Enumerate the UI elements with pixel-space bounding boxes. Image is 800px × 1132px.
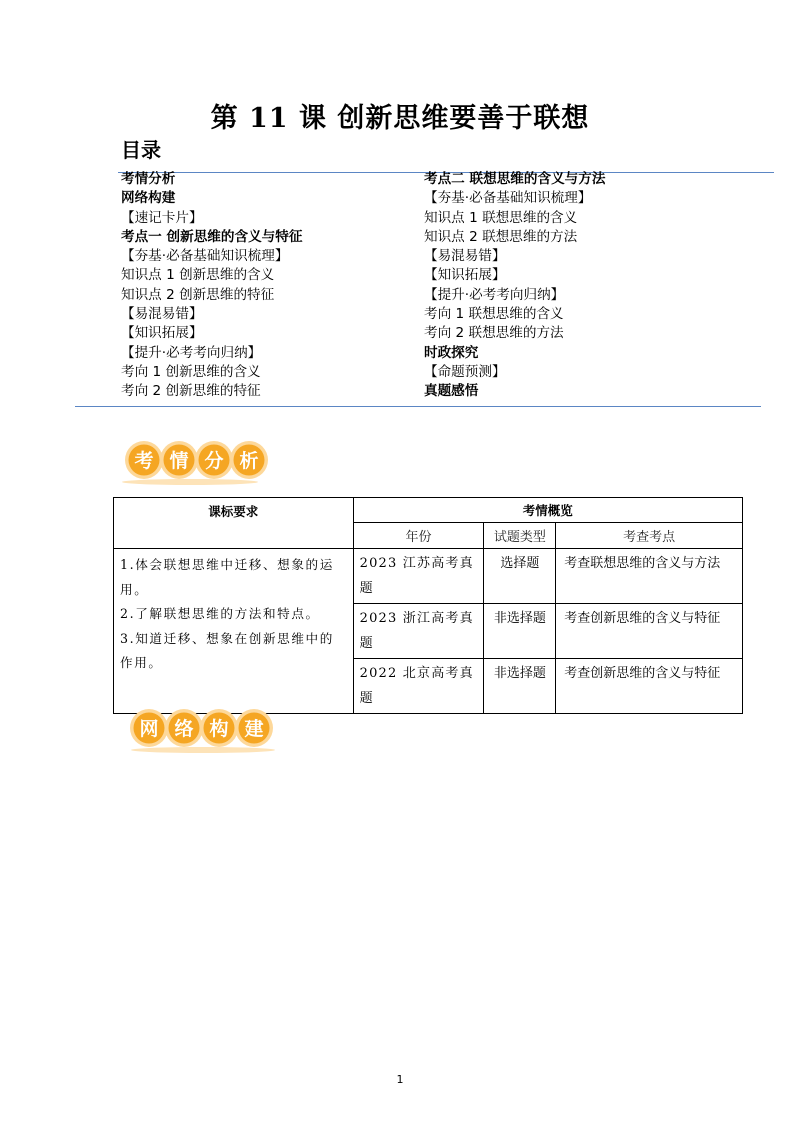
badge-char: 构 — [209, 718, 229, 740]
badge-circle — [230, 441, 268, 479]
badge-circle — [130, 709, 168, 747]
badge-char: 考 — [134, 450, 154, 472]
toc-item[interactable]: 【速记卡片】 — [121, 209, 203, 226]
cell-type: 选择题 — [484, 549, 556, 604]
header-label: 课标要求 — [208, 504, 259, 519]
badge-char: 网 — [139, 718, 159, 740]
requirements-cell — [114, 549, 354, 714]
table-header-overview: 考情概览 — [353, 498, 742, 523]
requirement-item: 2.了解联想思维的方法和特点。 — [120, 606, 320, 621]
toc-item[interactable]: 真题感悟 — [424, 383, 479, 400]
toc-right-column — [424, 170, 605, 402]
cell-type: 非选择题 — [484, 604, 556, 659]
toc-item[interactable]: 知识点 1 创新思维的含义 — [121, 267, 275, 284]
badge-char: 建 — [244, 718, 264, 740]
section-badge-network — [121, 706, 281, 756]
toc-item[interactable]: 【命题预测】 — [424, 363, 506, 380]
toc-item[interactable]: 考点一 创新思维的含义与特征 — [121, 228, 303, 245]
badge-char: 析 — [239, 450, 259, 472]
badge-circle — [165, 709, 203, 747]
toc-item[interactable]: 考情分析 — [121, 171, 176, 187]
requirement-item: 1.体会联想思维中迁移、想象的运用。 — [120, 557, 334, 597]
toc-item[interactable]: 考向 2 创新思维的特征 — [121, 383, 261, 400]
toc-item[interactable]: 【夯基·必备基础知识梳理】 — [121, 248, 289, 265]
toc-item[interactable]: 知识点 2 创新思维的特征 — [121, 286, 275, 303]
toc-item[interactable]: 【提升·必考考向归纳】 — [121, 344, 262, 361]
badge-char: 络 — [174, 718, 194, 740]
badge-circle — [195, 441, 233, 479]
badge-char: 情 — [169, 450, 189, 472]
toc-item[interactable]: 【提升·必考考向归纳】 — [424, 286, 565, 303]
cell-type: 非选择题 — [484, 659, 556, 714]
toc-item[interactable]: 考向 1 创新思维的含义 — [121, 363, 261, 380]
toc-item[interactable]: 时政探究 — [424, 344, 479, 361]
toc-item[interactable]: 知识点 2 联想思维的方法 — [424, 228, 578, 245]
toc-item[interactable]: 【易混易错】 — [424, 248, 506, 265]
toc-item[interactable]: 考向 1 联想思维的含义 — [424, 306, 564, 323]
col-header-type: 试题类型 — [484, 523, 556, 549]
col-header-year: 年份 — [353, 523, 484, 549]
cell-year: 2023 江苏高考真题 — [353, 549, 484, 604]
badge-circle — [235, 709, 273, 747]
toc-heading: 目录 — [121, 138, 161, 162]
toc-item[interactable]: 网络构建 — [121, 190, 176, 207]
cell-point: 考查创新思维的含义与特征 — [556, 604, 743, 659]
toc-item[interactable]: 【易混易错】 — [121, 306, 203, 323]
badge-circle — [160, 441, 198, 479]
toc-item[interactable]: 【知识拓展】 — [121, 325, 203, 342]
col-header-point: 考查考点 — [556, 523, 743, 549]
requirement-item: 3.知道迁移、想象在创新思维中的作用。 — [120, 630, 334, 670]
toc-item[interactable]: 考点二 联想思维的含义与方法 — [424, 171, 606, 187]
toc-item[interactable]: 【知识拓展】 — [424, 267, 506, 284]
cell-point: 考查联想思维的含义与方法 — [556, 549, 743, 604]
page-number: 1 — [396, 1073, 404, 1086]
badge-char: 分 — [204, 450, 224, 472]
page-title: 第 11 课 创新思维要善于联想 — [210, 103, 590, 134]
cell-point: 考查创新思维的含义与特征 — [556, 659, 743, 714]
section-badge-exam-analysis — [116, 438, 276, 488]
toc-item[interactable]: 考向 2 联想思维的方法 — [424, 325, 564, 342]
toc-bottom-divider — [75, 406, 761, 407]
badge-circle — [200, 709, 238, 747]
toc-item[interactable]: 【夯基·必备基础知识梳理】 — [424, 190, 592, 207]
toc-left-column — [121, 170, 302, 402]
cell-year: 2022 北京高考真题 — [353, 659, 484, 714]
cell-year: 2023 浙江高考真题 — [353, 604, 484, 659]
exam-overview-table — [113, 497, 743, 714]
badge-circle — [125, 441, 163, 479]
table-header-requirements — [114, 498, 354, 549]
table-row — [114, 549, 743, 604]
toc-item[interactable]: 知识点 1 联想思维的含义 — [424, 209, 578, 226]
